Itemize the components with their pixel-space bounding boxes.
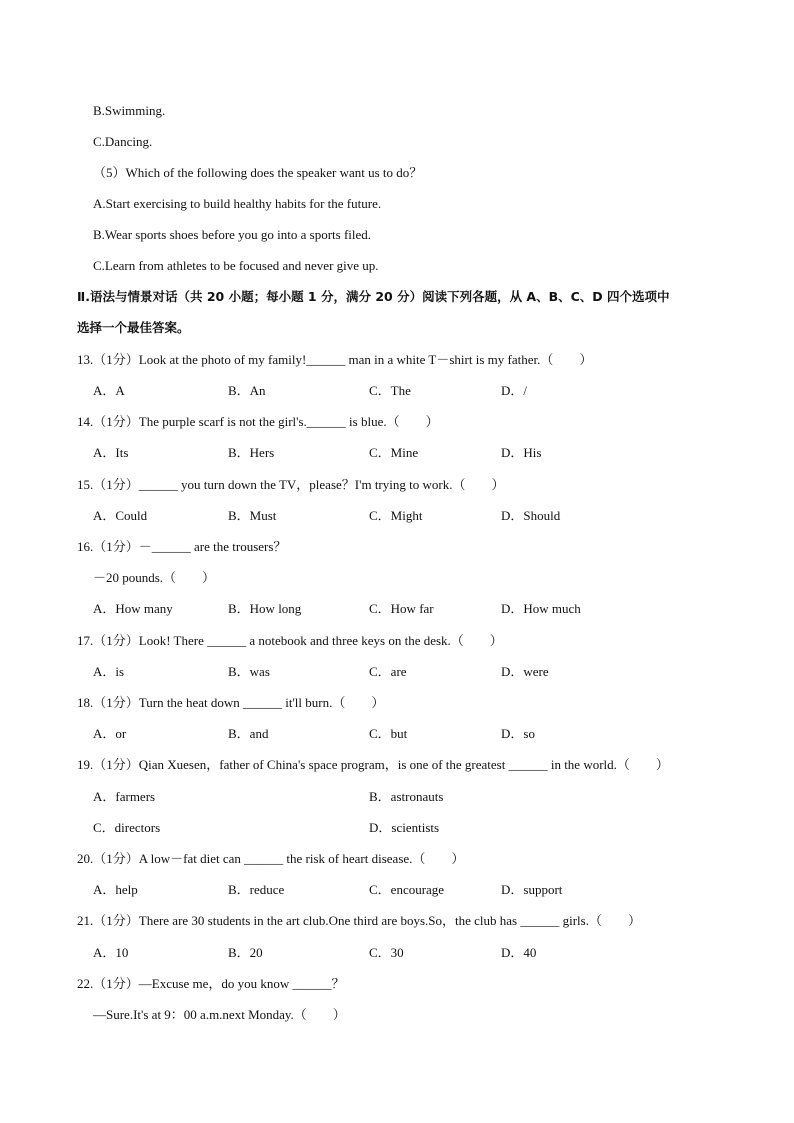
option-b: B．20 [228, 945, 263, 960]
option-d: D．40 [501, 945, 537, 960]
option-line: B.Swimming. [93, 103, 166, 118]
section-heading: Ⅱ.语法与情景对话（共 20 小题；每小题 1 分，满分 20 分）阅读下列各题，从 A、B、C、D 四个选项中 [77, 289, 670, 304]
option-d: D．His [501, 445, 542, 460]
question-stem: 18.（1分）Turn the heat down ______ it'll burn.（ ） [77, 695, 385, 710]
option-b: B．reduce [228, 882, 285, 897]
question-stem: （5）Which of the following does the speaker want us to do？ [93, 165, 423, 180]
question-stem: 15.（1分）______ you turn down the TV，please？I'm trying to work.（ ） [77, 477, 505, 492]
question-stem: 22.（1分）—Excuse me，do you know ______？ [77, 976, 345, 991]
question-stem-reply: —Sure.It's at 9：00 a.m.next Monday.（ ） [93, 1007, 346, 1022]
option-d: D．Should [501, 508, 561, 523]
option-c: C．are [369, 664, 407, 679]
option-a: A．Could [93, 508, 148, 523]
option-d: D．scientists [369, 820, 440, 835]
question-stem: 16.（1分）－______ are the trousers？ [77, 539, 287, 554]
question-stem: 19.（1分）Qian Xuesen，father of China's space program，is one of the greatest ______ in the world.（ ） [77, 757, 669, 772]
section-heading-continued: 选择一个最佳答案。 [77, 320, 190, 335]
option-a: A．10 [93, 945, 129, 960]
question-stem: 20.（1分）A low－fat diet can ______ the risk of heart disease.（ ） [77, 851, 465, 866]
option-b: B．An [228, 383, 266, 398]
option-d: D．support [501, 882, 563, 897]
option-c: C．The [369, 383, 411, 398]
option-c: C．but [369, 726, 408, 741]
option-c: C．Might [369, 508, 423, 523]
option-a: A．help [93, 882, 138, 897]
option-a: A．farmers [93, 789, 156, 804]
option-line: C.Dancing. [93, 134, 153, 149]
option-a: A．or [93, 726, 127, 741]
option-a: A．How many [93, 601, 173, 616]
option-line: C.Learn from athletes to be focused and never give up. [93, 258, 379, 273]
option-c: C．How far [369, 601, 434, 616]
option-d: D．so [501, 726, 535, 741]
option-d: D．were [501, 664, 549, 679]
option-d: D．/ [501, 383, 528, 398]
option-b: B．Must [228, 508, 277, 523]
option-line: B.Wear sports shoes before you go into a sports filed. [93, 227, 372, 242]
option-b: B．How long [228, 601, 302, 616]
option-a: A．Its [93, 445, 129, 460]
question-stem: 14.（1分）The purple scarf is not the girl's.______ is blue.（ ） [77, 414, 439, 429]
option-b: B．and [228, 726, 269, 741]
option-d: D．How much [501, 601, 581, 616]
option-c: C．encourage [369, 882, 445, 897]
option-b: B．astronauts [369, 789, 444, 804]
option-c: C．directors [93, 820, 161, 835]
question-stem-reply: －20 pounds.（ ） [93, 570, 216, 585]
option-line: A.Start exercising to build healthy habits for the future. [93, 196, 382, 211]
question-stem: 21.（1分）There are 30 students in the art club.One third are boys.So，the club has ______ girls.（ ） [77, 913, 641, 928]
option-a: A．A [93, 383, 125, 398]
option-a: A．is [93, 664, 125, 679]
option-c: C．30 [369, 945, 404, 960]
option-b: B．was [228, 664, 270, 679]
option-c: C．Mine [369, 445, 419, 460]
question-stem: 17.（1分）Look! There ______ a notebook and three keys on the desk.（ ） [77, 633, 503, 648]
option-b: B．Hers [228, 445, 275, 460]
question-stem: 13.（1分）Look at the photo of my family!______ man in a white T－shirt is my father.（ ） [77, 352, 593, 367]
